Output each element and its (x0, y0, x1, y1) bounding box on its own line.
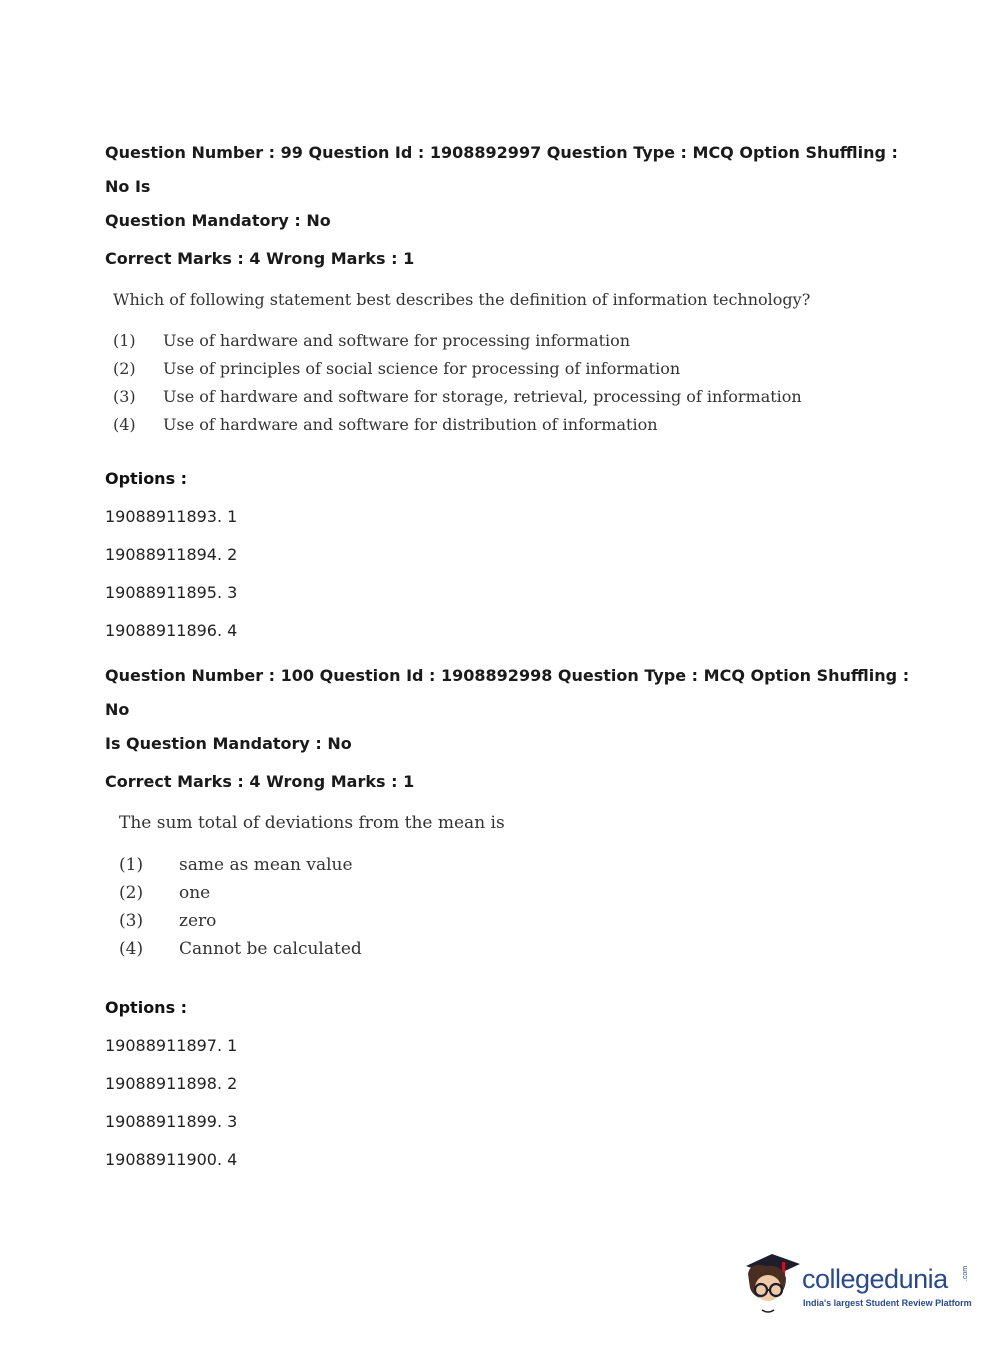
choice-number: (1) (113, 330, 136, 350)
question-content (113, 290, 925, 438)
option-id: 19088911893. 1 (105, 507, 238, 526)
choice-number: (3) (113, 386, 136, 406)
option-id: 19088911899. 3 (105, 1112, 238, 1131)
question-meta-line1: Question Number : 99 Question Id : 1908892997 Question Type : MCQ Option Shuffling : No Is (105, 143, 898, 196)
choice-text: Use of hardware and software for distribution of information (163, 414, 658, 434)
question-meta-line1: Question Number : 100 Question Id : 1908892998 Question Type : MCQ Option Shuffling : No (105, 666, 910, 719)
question-marks: Correct Marks : 4 Wrong Marks : 1 (105, 249, 415, 268)
question-block-100 (105, 659, 925, 1179)
choice-row (113, 382, 925, 410)
choice-number: (3) (119, 911, 144, 931)
choice-text: same as mean value (179, 855, 353, 875)
choice-text: zero (179, 911, 217, 931)
option-id: 19088911894. 2 (105, 545, 238, 564)
choice-row (119, 907, 925, 935)
question-meta-line2: Is Question Mandatory : No (105, 734, 352, 753)
choice-text: Use of hardware and software for processing information (163, 330, 631, 350)
options-label: Options : (105, 998, 188, 1017)
choice-number: (2) (119, 883, 144, 903)
choice-number: (2) (113, 358, 136, 378)
choice-row (113, 326, 925, 354)
question-content (119, 813, 925, 963)
options-label: Options : (105, 469, 188, 488)
option-id: 19088911900. 4 (105, 1150, 238, 1169)
mascot-icon (742, 1248, 804, 1318)
question-text: Which of following statement best describes the definition of information technology? (113, 290, 811, 309)
choice-row (113, 354, 925, 382)
collegedunia-logo (742, 1248, 972, 1318)
question-meta-line2: Question Mandatory : No (105, 211, 331, 230)
option-id: 19088911895. 3 (105, 583, 238, 602)
question-text: The sum total of deviations from the mean is (119, 813, 505, 833)
question-block-99 (105, 136, 925, 650)
choice-row (119, 851, 925, 879)
choice-row (119, 935, 925, 963)
question-marks: Correct Marks : 4 Wrong Marks : 1 (105, 772, 415, 791)
logo-wordmark: collegedunia (802, 1264, 948, 1294)
choice-text: Cannot be calculated (179, 939, 362, 959)
choice-row (119, 879, 925, 907)
choice-text: one (179, 883, 211, 903)
choice-row (113, 410, 925, 438)
option-id: 19088911897. 1 (105, 1036, 238, 1055)
choice-text: Use of hardware and software for storage, retrieval, processing of information (163, 386, 802, 406)
choice-number: (1) (119, 855, 144, 875)
option-id: 19088911896. 4 (105, 621, 238, 640)
logo-suffix: .com (962, 1265, 970, 1282)
choice-number: (4) (113, 414, 136, 434)
choice-text: Use of principles of social science for processing of information (163, 358, 681, 378)
choice-number: (4) (119, 939, 144, 959)
logo-tagline: India's largest Student Review Platform (803, 1298, 972, 1308)
option-id: 19088911898. 2 (105, 1074, 238, 1093)
